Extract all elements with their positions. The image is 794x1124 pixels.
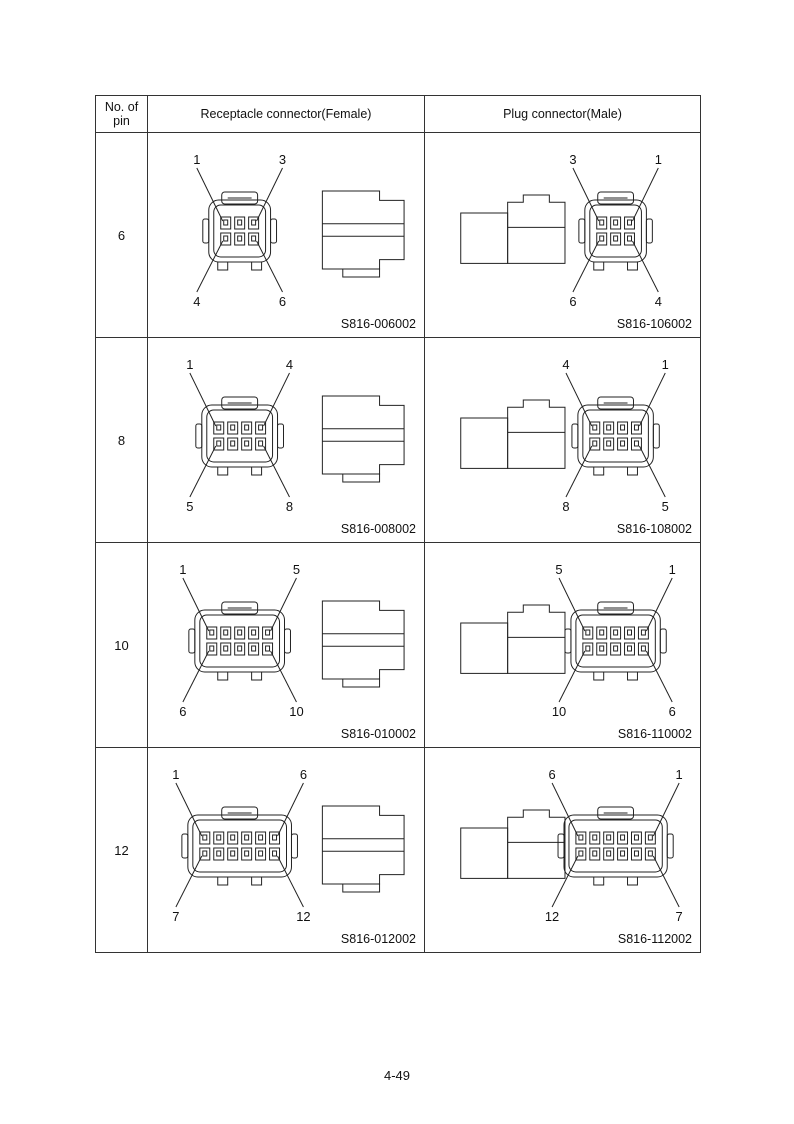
male-pin-label: 1 xyxy=(654,151,662,168)
female-pin-label: 5 xyxy=(292,561,301,578)
male-connector-drawing xyxy=(425,133,700,337)
side-profile-view xyxy=(461,400,565,468)
female-pin-label: 5 xyxy=(186,498,194,515)
male-part-code: S816-110002 xyxy=(617,727,692,741)
pin-count-cell: 12 xyxy=(96,748,148,953)
header-row xyxy=(96,96,701,133)
female-pin-label: 10 xyxy=(289,703,304,720)
female-face-view xyxy=(183,578,297,702)
female-pin-label: 1 xyxy=(186,356,194,373)
female-connector-cell xyxy=(148,338,425,543)
female-part-code: S816-010002 xyxy=(340,727,416,741)
male-part-code: S816-108002 xyxy=(616,522,692,536)
side-profile-view xyxy=(322,191,404,277)
male-pin-label: 1 xyxy=(661,356,669,373)
header-male-label: Plug connector(Male) xyxy=(503,107,622,121)
male-pin-label: 7 xyxy=(675,908,683,925)
female-connector-cell xyxy=(148,748,425,953)
female-pin-label: 7 xyxy=(172,908,180,925)
male-pin-label: 1 xyxy=(675,766,683,783)
male-pin-label: 6 xyxy=(548,766,556,783)
male-connector-drawing xyxy=(425,748,700,952)
male-pin-label: 10 xyxy=(551,703,567,720)
male-connector-cell xyxy=(425,133,701,338)
female-pin-label: 6 xyxy=(278,293,287,310)
female-face-view xyxy=(190,373,290,497)
side-profile-view xyxy=(322,806,404,892)
female-part-code: S816-012002 xyxy=(340,932,416,946)
connector-row xyxy=(96,133,701,338)
male-pin-label: 6 xyxy=(569,293,577,310)
female-connector-drawing xyxy=(148,133,424,337)
female-face-view xyxy=(197,168,283,292)
male-pin-label: 6 xyxy=(668,703,676,720)
male-pin-label: 4 xyxy=(654,293,662,310)
side-profile-view xyxy=(322,396,404,482)
male-face-view xyxy=(559,578,672,702)
side-profile-view xyxy=(461,605,565,673)
pin-count-cell: 10 xyxy=(96,543,148,748)
female-pin-label: 6 xyxy=(179,703,187,720)
connector-row xyxy=(96,748,701,953)
male-pin-label: 12 xyxy=(544,908,560,925)
female-pin-label: 1 xyxy=(172,766,180,783)
male-face-view xyxy=(573,168,658,292)
male-pin-label: 3 xyxy=(569,151,577,168)
female-pin-label: 1 xyxy=(179,561,187,578)
page-number: 4-49 xyxy=(383,1068,411,1083)
male-pin-label: 5 xyxy=(555,561,563,578)
header-female xyxy=(148,96,425,133)
female-part-code: S816-006002 xyxy=(340,317,416,331)
female-pin-label: 4 xyxy=(193,293,201,310)
male-pin-label: 4 xyxy=(562,356,570,373)
male-pin-label: 1 xyxy=(668,561,676,578)
female-pin-label: 6 xyxy=(299,766,308,783)
male-connector-cell xyxy=(425,543,701,748)
female-pin-label: 1 xyxy=(193,151,201,168)
pin-count-cell: 8 xyxy=(96,338,148,543)
connector-table xyxy=(95,95,701,953)
header-pin-label: No. of pin xyxy=(104,100,139,128)
male-part-code: S816-106002 xyxy=(616,317,692,331)
male-pin-label: 5 xyxy=(661,498,669,515)
side-profile-view xyxy=(461,195,565,263)
male-pin-label: 8 xyxy=(562,498,570,515)
female-pin-label: 4 xyxy=(285,356,294,373)
male-part-code: S816-112002 xyxy=(617,932,692,946)
female-pin-label: 12 xyxy=(296,908,311,925)
header-male xyxy=(425,96,701,133)
header-female-label: Receptacle connector(Female) xyxy=(200,107,372,121)
male-connector-drawing xyxy=(425,543,700,747)
female-connector-drawing xyxy=(148,338,424,542)
female-pin-label: 8 xyxy=(285,498,294,515)
female-connector-drawing xyxy=(148,748,424,952)
header-pin-count xyxy=(96,96,148,133)
female-part-code: S816-008002 xyxy=(340,522,416,536)
connector-row xyxy=(96,338,701,543)
pin-count-cell: 6 xyxy=(96,133,148,338)
female-connector-cell xyxy=(148,543,425,748)
male-connector-cell xyxy=(425,748,701,953)
male-connector-drawing xyxy=(425,338,700,542)
male-face-view xyxy=(566,373,665,497)
female-connector-cell xyxy=(148,133,425,338)
female-face-view xyxy=(176,783,304,907)
female-connector-drawing xyxy=(148,543,424,747)
side-profile-view xyxy=(461,810,565,878)
male-face-view xyxy=(552,783,679,907)
male-connector-cell xyxy=(425,338,701,543)
female-pin-label: 3 xyxy=(278,151,287,168)
connector-row xyxy=(96,543,701,748)
side-profile-view xyxy=(322,601,404,687)
